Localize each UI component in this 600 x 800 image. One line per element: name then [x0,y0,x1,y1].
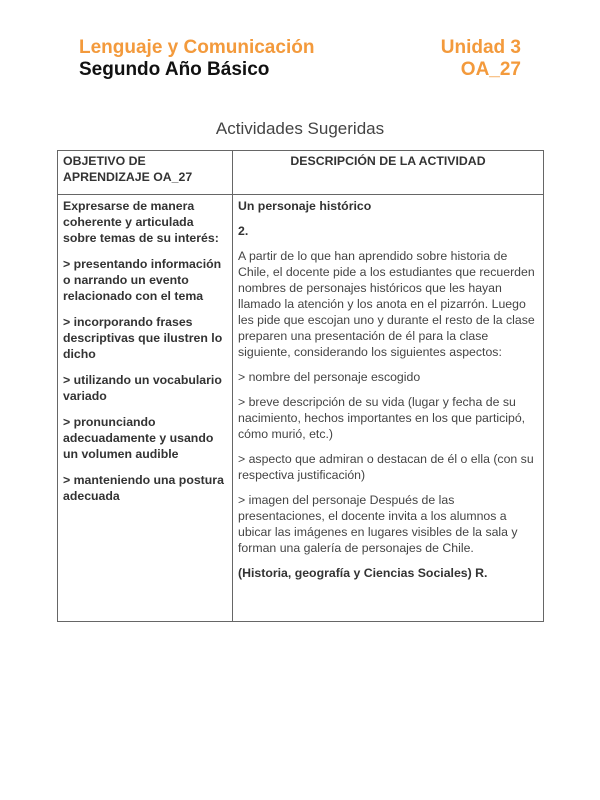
objective-item: > presentando información o narrando un evento relacionado con el tema [63,257,222,303]
objective-intro: Expresarse de manera coherente y articulada sobre temas de su interés: [63,199,219,245]
objective-item: > manteniendo una postura adecuada [63,473,224,503]
unit-label: Unidad 3 [440,37,521,58]
objective-item: > utilizando un vocabulario variado [63,373,222,403]
objective-code: OA_27 [460,59,521,80]
objective-item: > pronunciando adecuadamente y usando un volumen audible [63,415,214,461]
activity-aspect: > aspecto que admiran o destacan de él o ella (con su respectiva justificación) [238,452,534,482]
section-title: Actividades Sugeridas [215,119,385,138]
objective-item: > incorporando frases descriptivas que ilustren lo dicho [63,315,223,361]
objective-cell [58,195,233,622]
activity-aspect: > imagen del personaje Después de las presentaciones, el docente invita a los alumnos a ubicar las imágenes en lugares visibles de la sala y forman una galería de personajes de Chile. [238,493,518,555]
table-row [58,195,544,622]
activities-table [57,150,544,622]
activity-aspect: > nombre del personaje escogido [238,370,421,384]
column-header-description: DESCRIPCIÓN DE LA ACTIVIDAD [233,151,544,195]
activity-aspect: > breve descripción de su vida (lugar y fecha de su nacimiento, hechos importantes en los que participó, cómo murió, etc.) [238,395,526,441]
description-cell [233,195,544,622]
table-header-row [58,151,544,195]
grade-title: Segundo Año Básico [79,59,270,80]
activity-title: Un personaje histórico [238,199,372,213]
activity-reference: (Historia, geografía y Ciencias Sociales) R. [238,566,488,580]
activity-number: 2. [238,224,249,238]
activity-intro: A partir de lo que han aprendido sobre historia de Chile, el docente pide a los estudiantes que recuerden nombres de personajes históricos que les hayan llamado la atención y los anota en el pizarrón. Luego les pide que escojan uno y durante el resto de la clase preparen una presentación de él para la clase siguiente, considerando los siguientes aspectos: [238,249,535,359]
subject-title: Lenguaje y Comunicación [79,37,315,58]
column-header-objective: OBJETIVO DE APRENDIZAJE OA_27 [58,151,233,195]
